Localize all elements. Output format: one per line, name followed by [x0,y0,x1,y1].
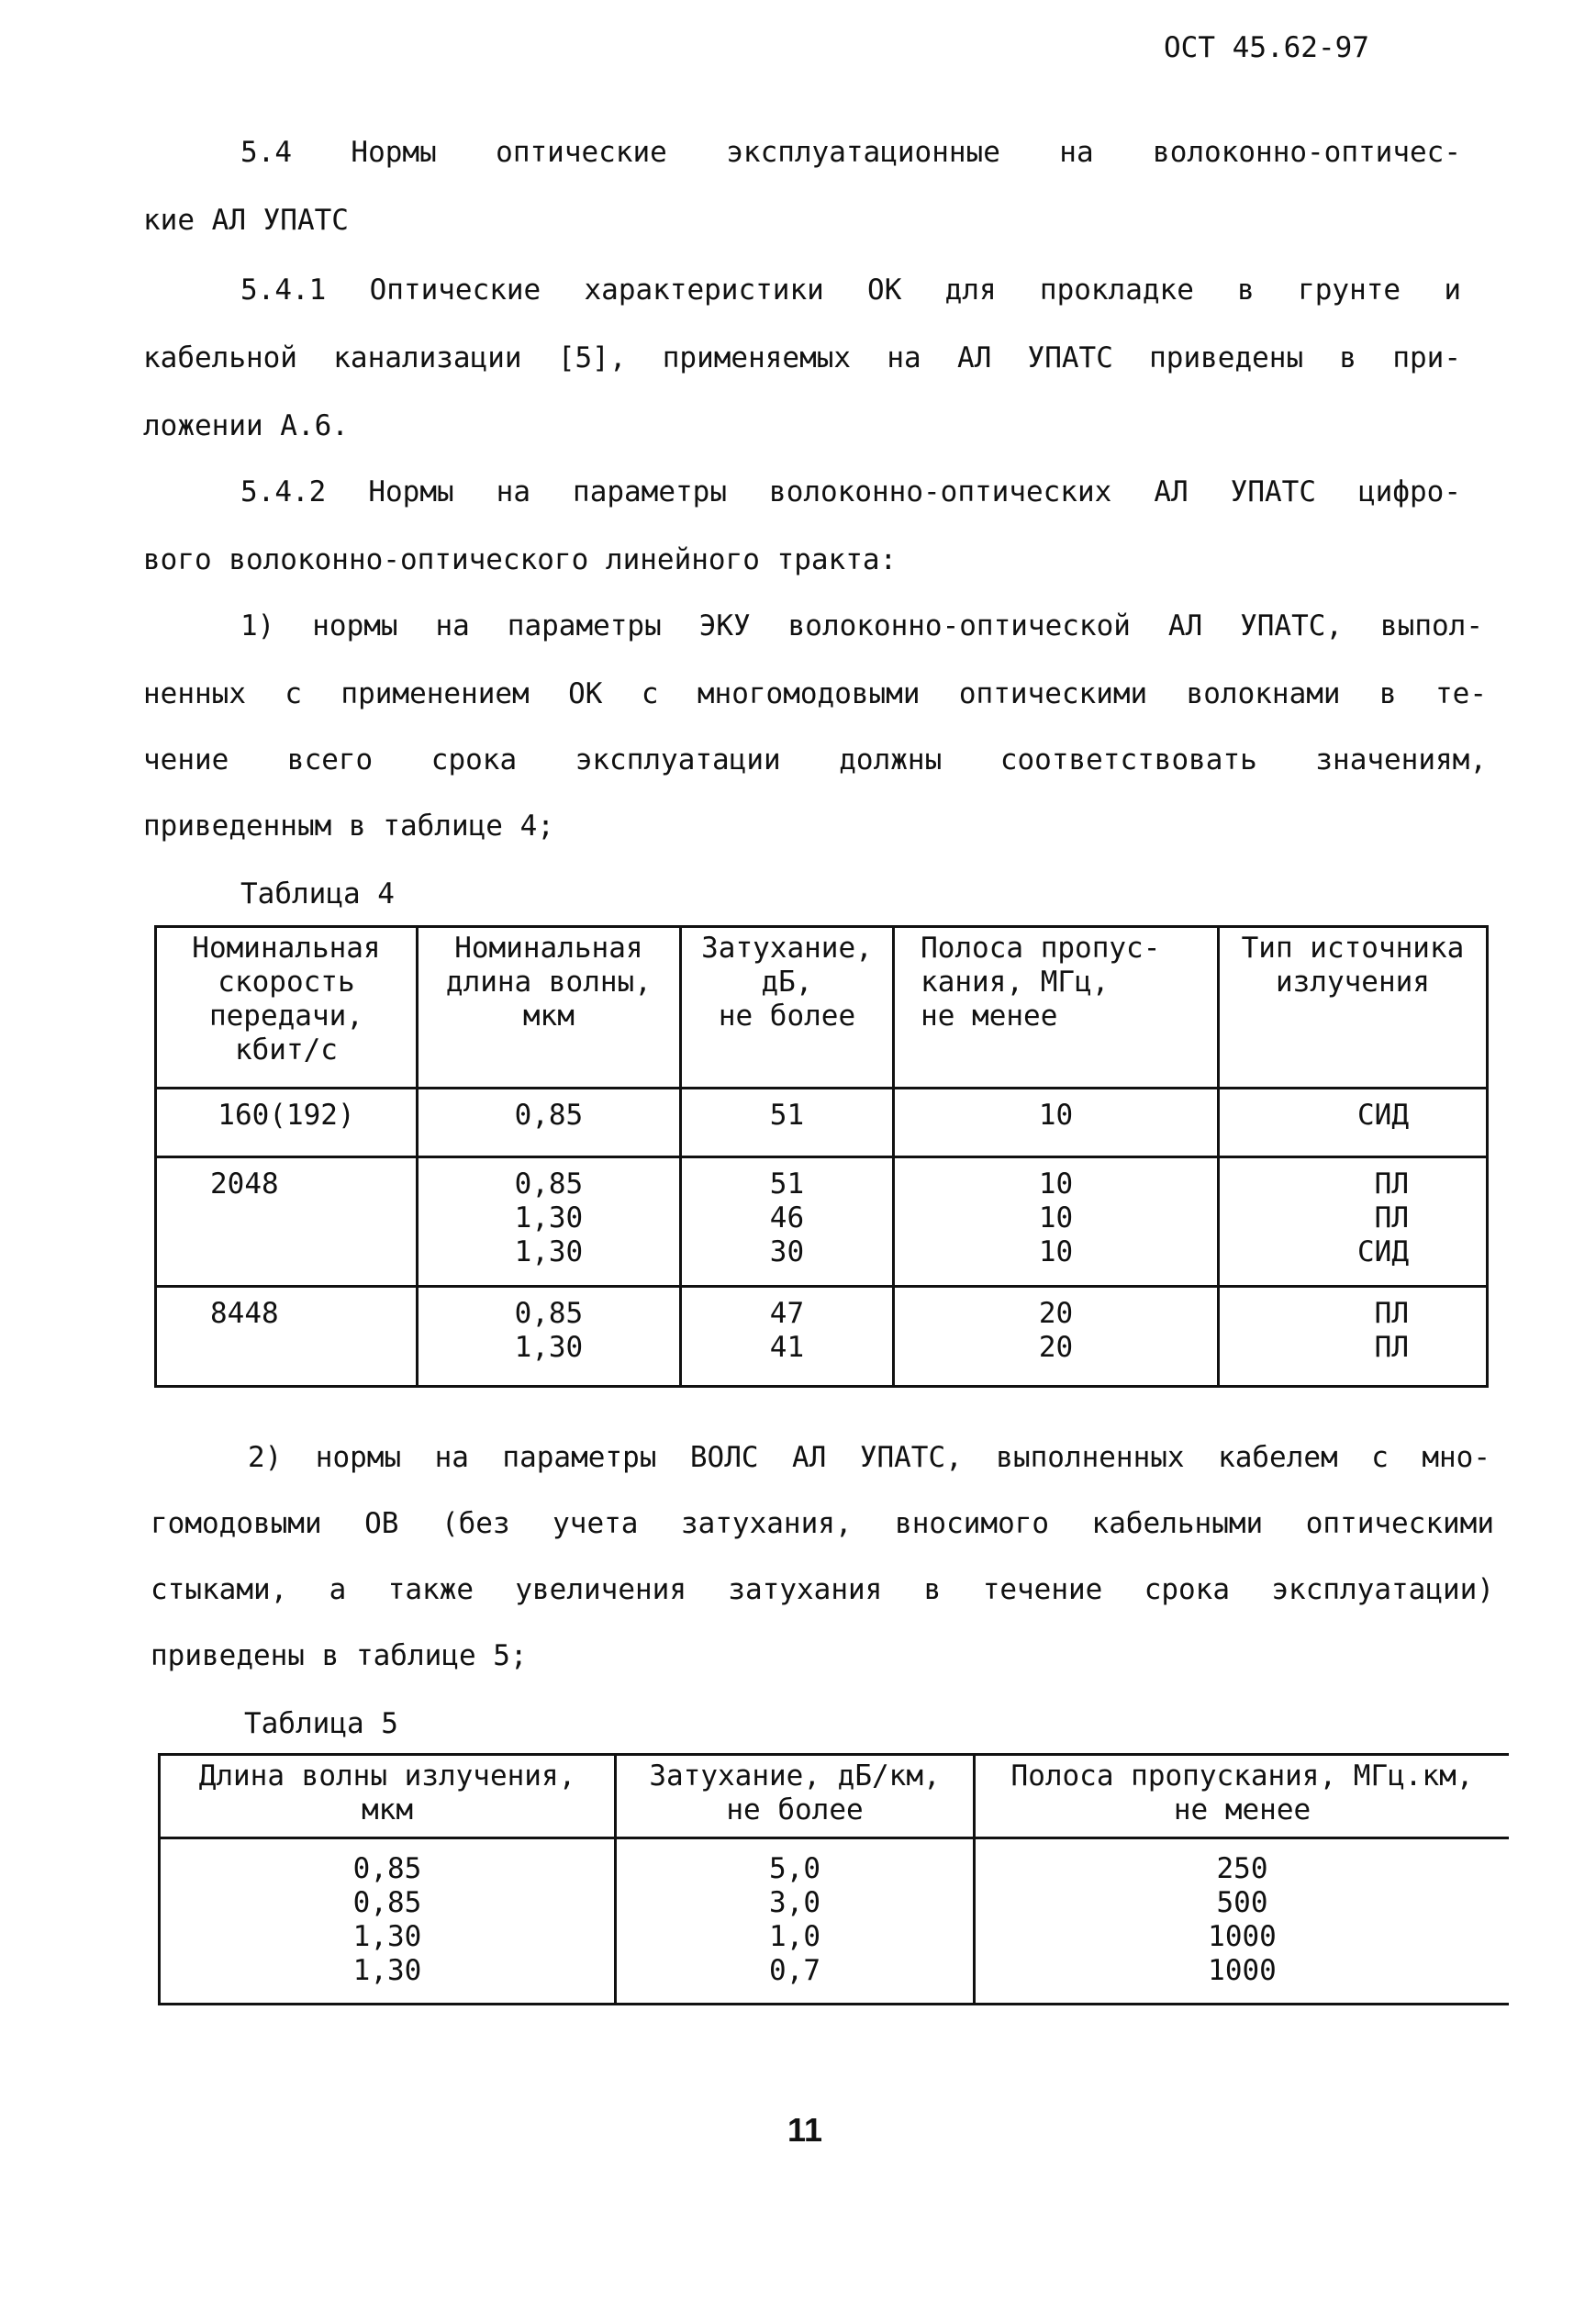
table-4-header: Полоса пропус- кания, МГц, не менее [894,927,1219,1089]
table-4-cell: 0,85 1,30 1,30 [417,1157,680,1287]
table-row [156,1157,1488,1287]
table-4-header-row [156,927,1488,1089]
item-2-line-3: стыками, а также увеличения затухания в течение срока эксплуатации) [151,1573,1494,1606]
table-5-header: Длина волны излучения, мкм [160,1755,616,1838]
table-5-cell: 5,0 3,0 1,0 0,7 [616,1838,975,2005]
table-4-cell: 47 41 [680,1287,893,1387]
item-2-line-2: гомодовыми ОВ (без учета затухания, вносимого кабельными оптическими [151,1507,1494,1540]
table-4-cell: ПЛ ПЛ [1218,1287,1487,1387]
table-4-cell: 10 [894,1089,1219,1157]
document-code: ОСТ 45.62-97 [1164,31,1369,64]
item-1-line-4: приведенным в таблице 4; [143,810,554,843]
table-5-cell: 0,85 0,85 1,30 1,30 [160,1838,616,2005]
table-4-cell: 51 46 30 [680,1157,893,1287]
table-4-caption: Таблица 4 [240,877,395,910]
table-4-cell: 51 [680,1089,893,1157]
table-5-header: Затухание, дБ/км, не более [616,1755,975,1838]
table-4-cell: 8448 [156,1287,418,1387]
table-row [156,1089,1488,1157]
table-4-header: Затухание, дБ, не более [680,927,893,1089]
table-row [156,1287,1488,1387]
table-4-header: Номинальная длина волны, мкм [417,927,680,1089]
table-5-cell: 250 500 1000 1000 [975,1838,1510,2005]
section-5-4-line-1: 5.4 Нормы оптические эксплуатационные на волоконно-оптичес- [240,136,1461,169]
section-5-4-1-line-3: ложении А.6. [143,409,349,442]
table-4-header: Тип источника излучения [1218,927,1487,1089]
table-row [160,1838,1510,2005]
table-4-cell: 0,85 1,30 [417,1287,680,1387]
table-4-cell: 0,85 [417,1089,680,1157]
table-5-header: Полоса пропускания, МГц.км, не менее [975,1755,1510,1838]
table-4-cell: 10 10 10 [894,1157,1219,1287]
table-5-header-row [160,1755,1510,1838]
page-number: 11 [787,2111,823,2149]
section-5-4-2-line-1: 5.4.2 Нормы на параметры волоконно-оптических АЛ УПАТС цифро- [240,475,1461,508]
table-4-cell: 20 20 [894,1287,1219,1387]
section-5-4-line-2: кие АЛ УПАТС [143,204,349,237]
table-4-cell: СИД [1218,1089,1487,1157]
table-4-header: Номинальная скорость передачи, кбит/с [156,927,418,1089]
table-4-cell: ПЛ ПЛ СИД [1218,1157,1487,1287]
table-4 [154,925,1489,1388]
item-1-line-2: ненных с применением ОК с многомодовыми оптическими волокнами в те- [143,677,1487,710]
section-5-4-1-line-1: 5.4.1 Оптические характеристики ОК для прокладке в грунте и [240,274,1461,307]
item-1-line-3: чение всего срока эксплуатации должны соответствовать значениям, [143,743,1487,776]
table-4-cell: 2048 [156,1157,418,1287]
table-4-cell: 160(192) [156,1089,418,1157]
section-5-4-2-line-2: вого волоконно-оптического линейного тракта: [143,543,898,576]
section-5-4-1-line-2: кабельной канализации [5], применяемых на АЛ УПАТС приведены в при- [143,341,1461,374]
item-1-line-1: 1) нормы на параметры ЭКУ волоконно-оптической АЛ УПАТС, выпол- [240,609,1483,642]
table-5-caption: Таблица 5 [244,1707,398,1740]
item-2-line-1: 2) нормы на параметры ВОЛС АЛ УПАТС, выполненных кабелем с мно- [248,1441,1490,1474]
table-5 [158,1753,1509,2005]
item-2-line-4: приведены в таблице 5; [151,1639,528,1672]
